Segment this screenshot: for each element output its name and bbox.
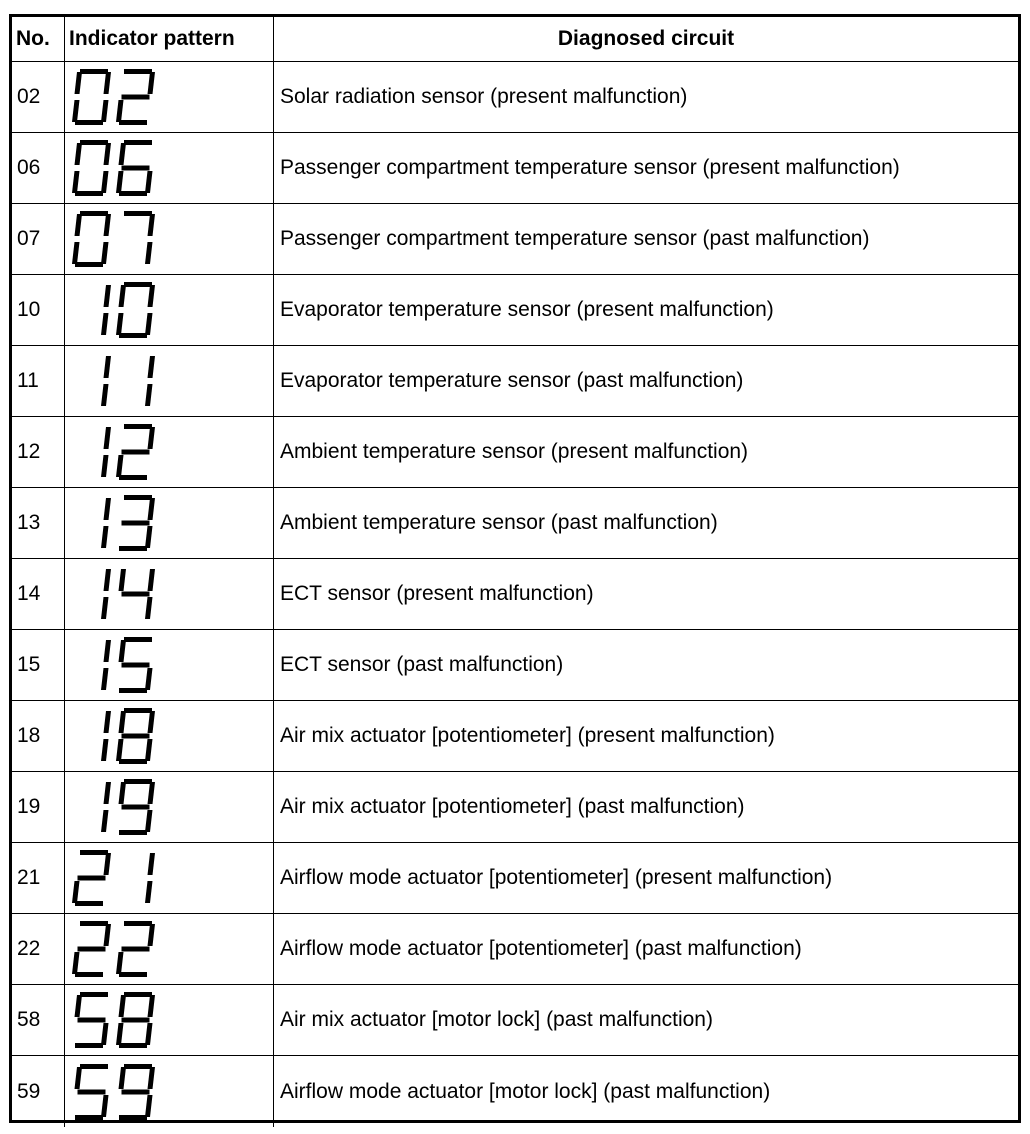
segment [104,356,112,378]
segment [101,100,109,122]
diagnosed-circuit: Ambient temperature sensor (past malfunction) [280,511,718,534]
segment [119,475,147,480]
segment [119,285,127,307]
seven-segment-display [68,278,188,342]
segment [101,1023,109,1045]
row-number: 13 [12,488,65,558]
segment [116,952,124,974]
segment [75,120,103,125]
table-row [12,275,1018,346]
segment [75,72,83,94]
table-row [12,62,1018,133]
segment [104,285,112,307]
row-number: 10 [12,275,65,345]
segment [116,455,124,477]
segment [119,688,147,693]
segment [75,262,103,267]
diagnosed-circuit: Passenger compartment temperature sensor (past malfunction) [280,227,870,250]
table-row [12,843,1018,914]
segment [124,211,152,216]
segment [101,171,109,193]
segment-digit [116,140,153,196]
segment-digit [116,992,155,1048]
segment [101,313,109,335]
table-header-row [12,17,1018,62]
segment [122,521,150,526]
segment-digit [101,782,111,832]
segment [119,546,147,551]
segment [124,637,152,642]
segment [122,947,150,952]
segment-digit [72,140,111,196]
table-row [12,985,1018,1056]
segment [72,242,80,264]
diagnosed-circuit: Solar radiation sensor (present malfunction) [280,85,688,108]
seven-segment-display [68,562,188,626]
segment [119,640,127,662]
segment [101,242,109,264]
segment [101,1095,109,1117]
segment [148,356,156,378]
segment-digit [72,850,111,906]
segment [78,947,106,952]
seven-segment-display [68,349,188,413]
segment [80,992,108,997]
indicator-pattern-cell [65,701,274,771]
segment-digit [116,921,155,977]
segment [80,1064,108,1069]
segment [104,569,112,591]
diagnosed-circuit: Airflow mode actuator [motor lock] (past malfunction) [280,1079,771,1103]
segment-digit [101,498,111,548]
indicator-pattern-cell [65,346,274,416]
indicator-pattern-cell [65,772,274,842]
segment [104,214,112,236]
segment [145,384,153,406]
segment [124,140,152,145]
segment [124,282,152,287]
segment-digit [101,569,111,619]
segment-digit [101,711,111,761]
diagnosed-circuit: Ambient temperature sensor (present malfunction) [280,440,749,463]
indicator-pattern-cell [65,914,274,984]
indicator-pattern-cell [65,559,274,629]
table-row [12,701,1018,772]
segment [104,711,112,733]
segment-digit [72,69,111,125]
segment [145,739,153,761]
row-number: 22 [12,914,65,984]
header-no: No. [12,17,65,61]
segment [75,191,103,196]
row-number: 15 [12,630,65,700]
segment [80,921,108,926]
segment [101,739,109,761]
row-number: 59 [12,1056,65,1127]
segment [104,498,112,520]
table-row [12,559,1018,630]
seven-segment-display [68,491,188,555]
diagnosed-circuit: Evaporator temperature sensor (past malfunction) [280,369,744,392]
segment [78,1018,106,1023]
segment-digit [101,640,111,690]
indicator-pattern-cell [65,1056,274,1127]
segment [101,384,109,406]
segment-digit [145,356,155,406]
segment [145,242,153,264]
segment-digit [116,69,155,125]
segment-digit [119,637,153,693]
segment [122,1018,150,1023]
segment [72,881,80,903]
segment [122,1089,150,1094]
segment [104,427,112,449]
segment [148,924,156,946]
segment [148,498,156,520]
seven-segment-display [68,633,188,697]
segment [148,1067,156,1089]
segment [101,597,109,619]
segment [104,640,112,662]
segment-digit [72,211,111,267]
row-number: 11 [12,346,65,416]
segment [148,72,156,94]
segment [124,1064,152,1069]
segment [148,853,156,875]
table-body [12,62,1018,1127]
segment [119,120,147,125]
table-row [12,914,1018,985]
seven-segment-display [68,136,188,200]
segment [148,285,156,307]
segment [75,995,83,1017]
seven-segment-display [68,917,188,981]
segment [148,569,156,591]
segment-digit [101,285,111,335]
table-row [12,1056,1018,1127]
segment [75,972,103,977]
segment-digit [145,853,155,903]
segment [122,450,150,455]
segment [122,166,150,171]
segment-digit [116,424,155,480]
seven-segment-display [68,846,188,910]
segment [145,597,153,619]
segment-digit [119,1064,156,1120]
diagnosed-circuit: ECT sensor (past malfunction) [280,653,564,676]
header-diagnosed-circuit: Diagnosed circuit [557,27,735,50]
row-number: 02 [12,62,65,132]
segment [148,427,156,449]
segment [72,171,80,193]
segment [116,1023,124,1045]
table-row [12,204,1018,275]
segment-digit [116,708,155,764]
segment [104,72,112,94]
row-number: 58 [12,985,65,1055]
table-row [12,417,1018,488]
segment [119,1043,147,1048]
segment [124,495,152,500]
segment [119,830,147,835]
segment [75,214,83,236]
segment-digit [116,282,155,338]
seven-segment-display [68,207,188,271]
segment [122,592,150,597]
segment-digit [75,992,109,1048]
row-number: 07 [12,204,65,274]
indicator-pattern-cell [65,275,274,345]
segment [124,992,152,997]
diagnosed-circuit: Evaporator temperature sensor (present malfunction) [280,298,774,321]
segment [145,810,153,832]
segment [80,211,108,216]
diagnosed-circuit: Air mix actuator [potentiometer] (past malfunction) [280,795,745,818]
segment [124,424,152,429]
seven-segment-display [68,775,188,839]
segment [119,759,147,764]
segment-digit [124,211,155,264]
segment [75,1043,103,1048]
segment [119,782,127,804]
segment [148,782,156,804]
row-number: 14 [12,559,65,629]
segment [119,143,127,165]
table-row [12,346,1018,417]
diagnosed-circuit: Passenger compartment temperature sensor (present malfunction) [280,156,900,179]
segment [72,952,80,974]
segment [119,333,147,338]
segment [116,171,124,193]
segment [116,739,124,761]
segment-digit [75,1064,109,1120]
segment-digit [119,569,156,619]
row-number: 12 [12,417,65,487]
row-number: 19 [12,772,65,842]
row-number: 06 [12,133,65,203]
table-row [12,488,1018,559]
segment [101,526,109,548]
segment [122,663,150,668]
seven-segment-display [68,1060,188,1124]
segment [119,1067,127,1089]
seven-segment-display [68,65,188,129]
segment [124,708,152,713]
segment [145,171,153,193]
indicator-pattern-cell [65,843,274,913]
dtc-table [9,14,1021,1123]
segment [124,921,152,926]
segment [148,214,156,236]
segment [148,995,156,1017]
diagnosed-circuit: Air mix actuator [motor lock] (past malfunction) [280,1008,713,1031]
segment [119,191,147,196]
segment [104,782,112,804]
segment [119,972,147,977]
indicator-pattern-cell [65,133,274,203]
row-number: 18 [12,701,65,771]
segment [80,140,108,145]
table-row [12,772,1018,843]
segment [119,995,127,1017]
indicator-pattern-cell [65,417,274,487]
diagnosed-circuit: Air mix actuator [potentiometer] (present malfunction) [280,724,775,747]
segment [78,1089,106,1094]
segment [122,805,150,810]
segment [145,1023,153,1045]
segment-digit [119,495,155,551]
indicator-pattern-cell [65,62,274,132]
segment [80,69,108,74]
segment [75,1115,103,1120]
segment [148,711,156,733]
segment [72,100,80,122]
segment [75,901,103,906]
indicator-pattern-cell [65,985,274,1055]
segment-digit [101,356,111,406]
segment [122,734,150,739]
segment [75,143,83,165]
segment [104,853,112,875]
segment-digit [101,427,111,477]
diagnosed-circuit: Airflow mode actuator [potentiometer] (past malfunction) [280,937,802,960]
segment-digit [119,779,156,835]
row-number: 21 [12,843,65,913]
seven-segment-display [68,420,188,484]
segment [101,810,109,832]
segment [104,924,112,946]
segment-digit [72,921,111,977]
segment [119,1115,147,1120]
segment [101,455,109,477]
diagnosed-circuit: ECT sensor (present malfunction) [280,582,594,605]
diagnosed-circuit: Airflow mode actuator [potentiometer] (present malfunction) [280,866,833,889]
segment [78,876,106,881]
segment [116,100,124,122]
segment [145,1095,153,1117]
segment [75,1067,83,1089]
table-row [12,133,1018,204]
seven-segment-display [68,704,188,768]
indicator-pattern-cell [65,630,274,700]
indicator-pattern-cell [65,488,274,558]
table-row [12,630,1018,701]
segment [119,569,127,591]
segment [101,668,109,690]
segment [124,779,152,784]
segment [104,143,112,165]
seven-segment-display [68,988,188,1052]
segment [145,881,153,903]
segment [119,711,127,733]
indicator-pattern-cell [65,204,274,274]
segment [80,850,108,855]
header-indicator-pattern: Indicator pattern [65,17,274,61]
segment [122,95,150,100]
segment [124,69,152,74]
segment [145,313,153,335]
segment [145,526,153,548]
segment [116,313,124,335]
segment [145,668,153,690]
